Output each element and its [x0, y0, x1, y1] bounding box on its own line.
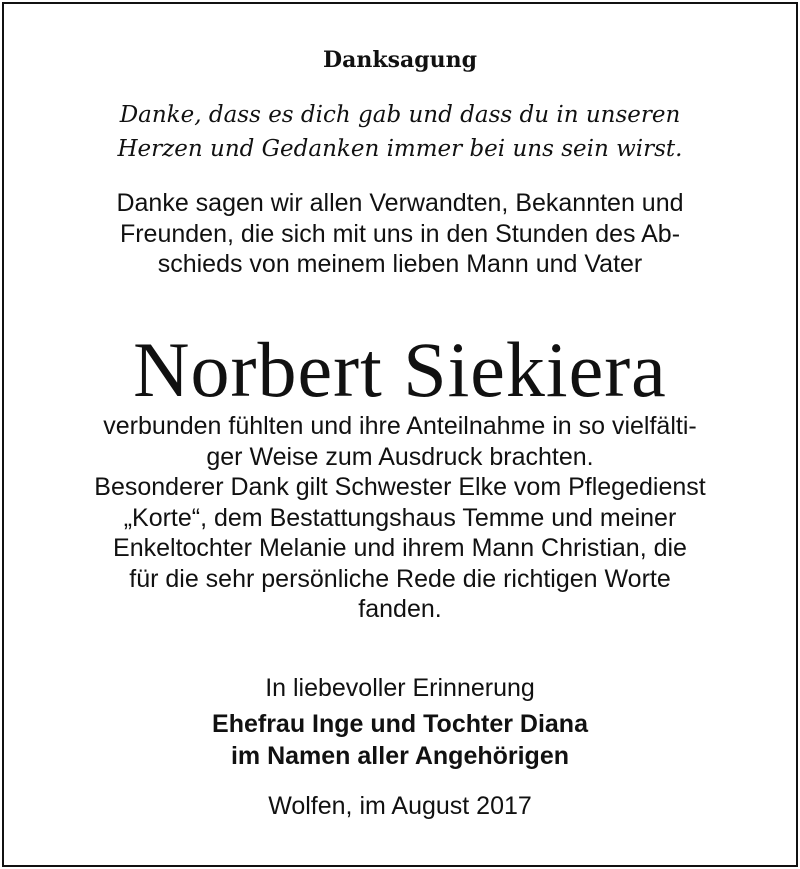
signatory-line: im Namen aller Angehörigen [230, 742, 570, 770]
intro-line: schieds von meinem lieben Mann und Vater [157, 250, 643, 278]
body-line: verbunden fühlten und ihre Anteilnahme in so vielfälti- [103, 412, 697, 440]
notice-title: Danksagung [323, 47, 477, 73]
body-line: für die sehr persönliche Rede die richtigen Worte [129, 564, 671, 593]
body-line: ger Weise zum Ausdruck brachten. [206, 442, 594, 471]
intro-line: Danke sagen wir allen Verwandten, Bekannten und [116, 189, 684, 217]
intro-line: Freunden, die sich mit uns in den Stunden des Ab- [119, 219, 681, 248]
memorial-verse [0, 98, 800, 166]
signatory-line: Ehefrau Inge und Tochter Diana [212, 710, 588, 738]
place-and-date: Wolfen, im August 2017 [268, 792, 532, 820]
verse-line: Danke, dass es dich gab und dass du in unseren [119, 102, 681, 128]
body-paragraph [40, 411, 760, 625]
closing-phrase: In liebevoller Erinnerung [265, 674, 535, 702]
intro-paragraph [40, 188, 760, 280]
body-line: „Korte“, dem Bestattungshaus Temme und meiner [123, 503, 677, 532]
verse-line: Herzen und Gedanken immer bei uns sein wirst. [117, 136, 683, 162]
body-line: Enkeltochter Melanie und ihrem Mann Christian, die [113, 534, 687, 562]
body-line: Besonderer Dank gilt Schwester Elke vom Pflegedienst [94, 473, 706, 501]
signatories [0, 708, 800, 772]
deceased-name: Norbert Siekiera [133, 326, 667, 413]
body-line: fanden. [358, 595, 442, 623]
